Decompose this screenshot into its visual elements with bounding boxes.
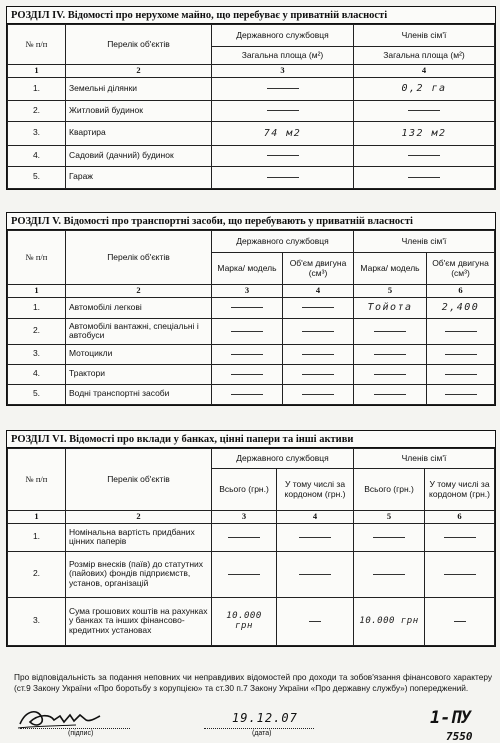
table-row (8, 318, 495, 344)
family-engine (427, 344, 495, 364)
dash-mark (299, 537, 331, 538)
row-number: 3. (8, 121, 66, 145)
row-number: 5. (8, 384, 66, 404)
object-name: Житловий будинок (66, 100, 212, 121)
dash-mark (374, 374, 406, 375)
official-area (212, 100, 354, 121)
official-area (212, 166, 354, 188)
table-row (8, 364, 495, 384)
object-name: Розмір внесків (паїв) до статутних (пайових) фондів підприємств, установ, організацій (66, 551, 212, 597)
col-area-header: Загальна площа (м²) (212, 47, 354, 65)
col-number: 4 (277, 511, 354, 524)
official-engine (283, 297, 354, 318)
col-number: 3 (212, 285, 283, 298)
family-area: 0,2 га (354, 77, 495, 100)
dash-mark (374, 354, 406, 355)
dash-mark (302, 331, 334, 332)
dash-mark (228, 537, 260, 538)
row-number: 1. (8, 523, 66, 551)
table-row (8, 597, 495, 645)
official-area (212, 145, 354, 166)
table-row (8, 297, 495, 318)
official-abroad (277, 597, 354, 645)
dash-mark (231, 374, 263, 375)
table-row (8, 551, 495, 597)
dash-mark (374, 331, 406, 332)
official-model (212, 364, 283, 384)
dash-mark (228, 574, 260, 575)
object-name: Земельні ділянки (66, 77, 212, 100)
dash-mark (302, 307, 334, 308)
family-engine (427, 364, 495, 384)
col-total-header: Всього (грн.) (354, 469, 425, 511)
official-engine (283, 318, 354, 344)
object-name: Водні транспортні засоби (66, 384, 212, 404)
col-number: 4 (354, 65, 495, 78)
dash-mark (445, 374, 477, 375)
col-number: 5 (354, 511, 425, 524)
row-number: 2. (8, 551, 66, 597)
col-number: 1 (8, 65, 66, 78)
col-model-header: Марка/ модель (354, 253, 427, 285)
col-engine-header: Об'єм двигуна (см³) (283, 253, 354, 285)
col-no-header: № п/п (8, 231, 66, 285)
col-number: 2 (66, 65, 212, 78)
col-total-header: Всього (грн.) (212, 469, 277, 511)
col-area-header: Загальна площа (м²) (354, 47, 495, 65)
row-number: 3. (8, 597, 66, 645)
dash-mark (231, 331, 263, 332)
dash-mark (231, 307, 263, 308)
official-model (212, 384, 283, 404)
col-number: 4 (283, 285, 354, 298)
official-total: 10.000 грн (212, 597, 277, 645)
col-official-header: Державного службовця (212, 25, 354, 47)
family-area (354, 166, 495, 188)
table-row (8, 523, 495, 551)
section-5-table (7, 230, 495, 405)
family-model (354, 364, 427, 384)
dash-mark (231, 394, 263, 395)
col-family-header: Членів сім'ї (354, 449, 495, 469)
family-area (354, 100, 495, 121)
liability-notice: Про відповідальність за подання неповних чи неправдивих відомостей про доходи та зобов'язання фінансового характеру (ст.9 Закону України «Про боротьбу з корупцією» та ст.30 п.7 Закону України «Про державну службу») попереджений. (14, 672, 492, 694)
object-name: Садовий (дачний) будинок (66, 145, 212, 166)
object-name: Мотоцикли (66, 344, 212, 364)
object-name: Квартира (66, 121, 212, 145)
family-total (354, 551, 425, 597)
col-list-header: Перелік об'єктів (66, 231, 212, 285)
col-number: 6 (425, 511, 495, 524)
dash-mark (299, 574, 331, 575)
official-engine (283, 384, 354, 404)
dash-mark (302, 354, 334, 355)
table-row (8, 100, 495, 121)
col-number: 6 (427, 285, 495, 298)
official-total (212, 551, 277, 597)
object-name: Трактори (66, 364, 212, 384)
col-abroad-header: У тому числі за кордоном (грн.) (425, 469, 495, 511)
col-abroad-header: У тому числі за кордоном (грн.) (277, 469, 354, 511)
section-6-title: РОЗДІЛ VI. Відомості про вклади у банках, цінні папери та інші активи (7, 431, 495, 448)
section-5-title: РОЗДІЛ V. Відомості про транспортні засоби, що перебувають у приватній власності (7, 213, 495, 230)
family-area: 132 м2 (354, 121, 495, 145)
section-4-table (7, 24, 495, 189)
table-row (8, 344, 495, 364)
official-engine (283, 364, 354, 384)
official-abroad (277, 523, 354, 551)
dash-mark (444, 574, 476, 575)
object-name: Автомобілі вантажні, спеціальні і автобуси (66, 318, 212, 344)
col-number: 3 (212, 511, 277, 524)
row-number: 5. (8, 166, 66, 188)
col-number: 1 (8, 285, 66, 298)
section-6-table (7, 448, 495, 646)
family-model (354, 318, 427, 344)
row-number: 2. (8, 318, 66, 344)
col-list-header: Перелік об'єктів (66, 449, 212, 511)
table-row (8, 121, 495, 145)
table-row (8, 166, 495, 188)
official-engine (283, 344, 354, 364)
col-family-header: Членів сім'ї (354, 231, 495, 253)
object-name: Номінальна вартість придбаних цінних паперів (66, 523, 212, 551)
section-4-title: РОЗДІЛ IV. Відомості про нерухоме майно, що перебуває у приватній власності (7, 7, 495, 24)
dash-mark (408, 155, 440, 156)
dash-mark (267, 88, 299, 89)
official-abroad (277, 551, 354, 597)
dash-mark (267, 155, 299, 156)
family-abroad (425, 551, 495, 597)
family-model: Тойота (354, 297, 427, 318)
family-engine (427, 384, 495, 404)
row-number: 4. (8, 364, 66, 384)
col-number: 3 (212, 65, 354, 78)
family-engine (427, 318, 495, 344)
date-line (204, 728, 314, 729)
dash-mark (302, 394, 334, 395)
signature-line (20, 728, 130, 729)
row-number: 2. (8, 100, 66, 121)
family-model (354, 344, 427, 364)
object-name: Сума грошових коштів на рахунках у банках та інших фінансово-кредитних установах (66, 597, 212, 645)
dash-mark (231, 354, 263, 355)
dash-mark (445, 331, 477, 332)
dash-mark (408, 110, 440, 111)
col-official-header: Державного службовця (212, 231, 354, 253)
dash-mark (454, 621, 466, 622)
family-total (354, 523, 425, 551)
section-6-deposits (6, 430, 496, 647)
dash-mark (373, 574, 405, 575)
table-row (8, 77, 495, 100)
table-row (8, 384, 495, 404)
date-caption: (дата) (252, 730, 272, 737)
col-no-header: № п/п (8, 449, 66, 511)
col-number: 2 (66, 285, 212, 298)
official-model (212, 344, 283, 364)
col-engine-header: Об'єм двигуна (см³) (427, 253, 495, 285)
dash-mark (444, 537, 476, 538)
family-abroad (425, 523, 495, 551)
official-total (212, 523, 277, 551)
object-name: Гараж (66, 166, 212, 188)
form-number-stamp: 7550 (446, 730, 473, 743)
official-area: 74 м2 (212, 121, 354, 145)
family-abroad (425, 597, 495, 645)
dash-mark (408, 177, 440, 178)
signature-row (0, 706, 500, 742)
col-no-header: № п/п (8, 25, 66, 65)
row-number: 1. (8, 297, 66, 318)
family-model (354, 384, 427, 404)
family-total: 10.000 грн (354, 597, 425, 645)
date-value: 19.12.07 (232, 711, 298, 725)
col-family-header: Членів сім'ї (354, 25, 495, 47)
col-model-header: Марка/ модель (212, 253, 283, 285)
dash-mark (267, 177, 299, 178)
dash-mark (445, 354, 477, 355)
dash-mark (373, 537, 405, 538)
table-row (8, 145, 495, 166)
form-code-stamp: 1-ПУ (430, 708, 471, 728)
dash-mark (267, 110, 299, 111)
family-area (354, 145, 495, 166)
col-number: 2 (66, 511, 212, 524)
official-model (212, 318, 283, 344)
col-list-header: Перелік об'єктів (66, 25, 212, 65)
official-area (212, 77, 354, 100)
dash-mark (445, 394, 477, 395)
object-name: Автомобілі легкові (66, 297, 212, 318)
col-official-header: Державного службовця (212, 449, 354, 469)
dash-mark (374, 394, 406, 395)
signature-caption: (підпис) (68, 730, 94, 737)
col-number: 1 (8, 511, 66, 524)
family-engine: 2,400 (427, 297, 495, 318)
section-4-real-estate (6, 6, 496, 190)
official-model (212, 297, 283, 318)
row-number: 1. (8, 77, 66, 100)
row-number: 4. (8, 145, 66, 166)
dash-mark (302, 374, 334, 375)
row-number: 3. (8, 344, 66, 364)
dash-mark (309, 621, 321, 622)
section-5-vehicles (6, 212, 496, 406)
col-number: 5 (354, 285, 427, 298)
